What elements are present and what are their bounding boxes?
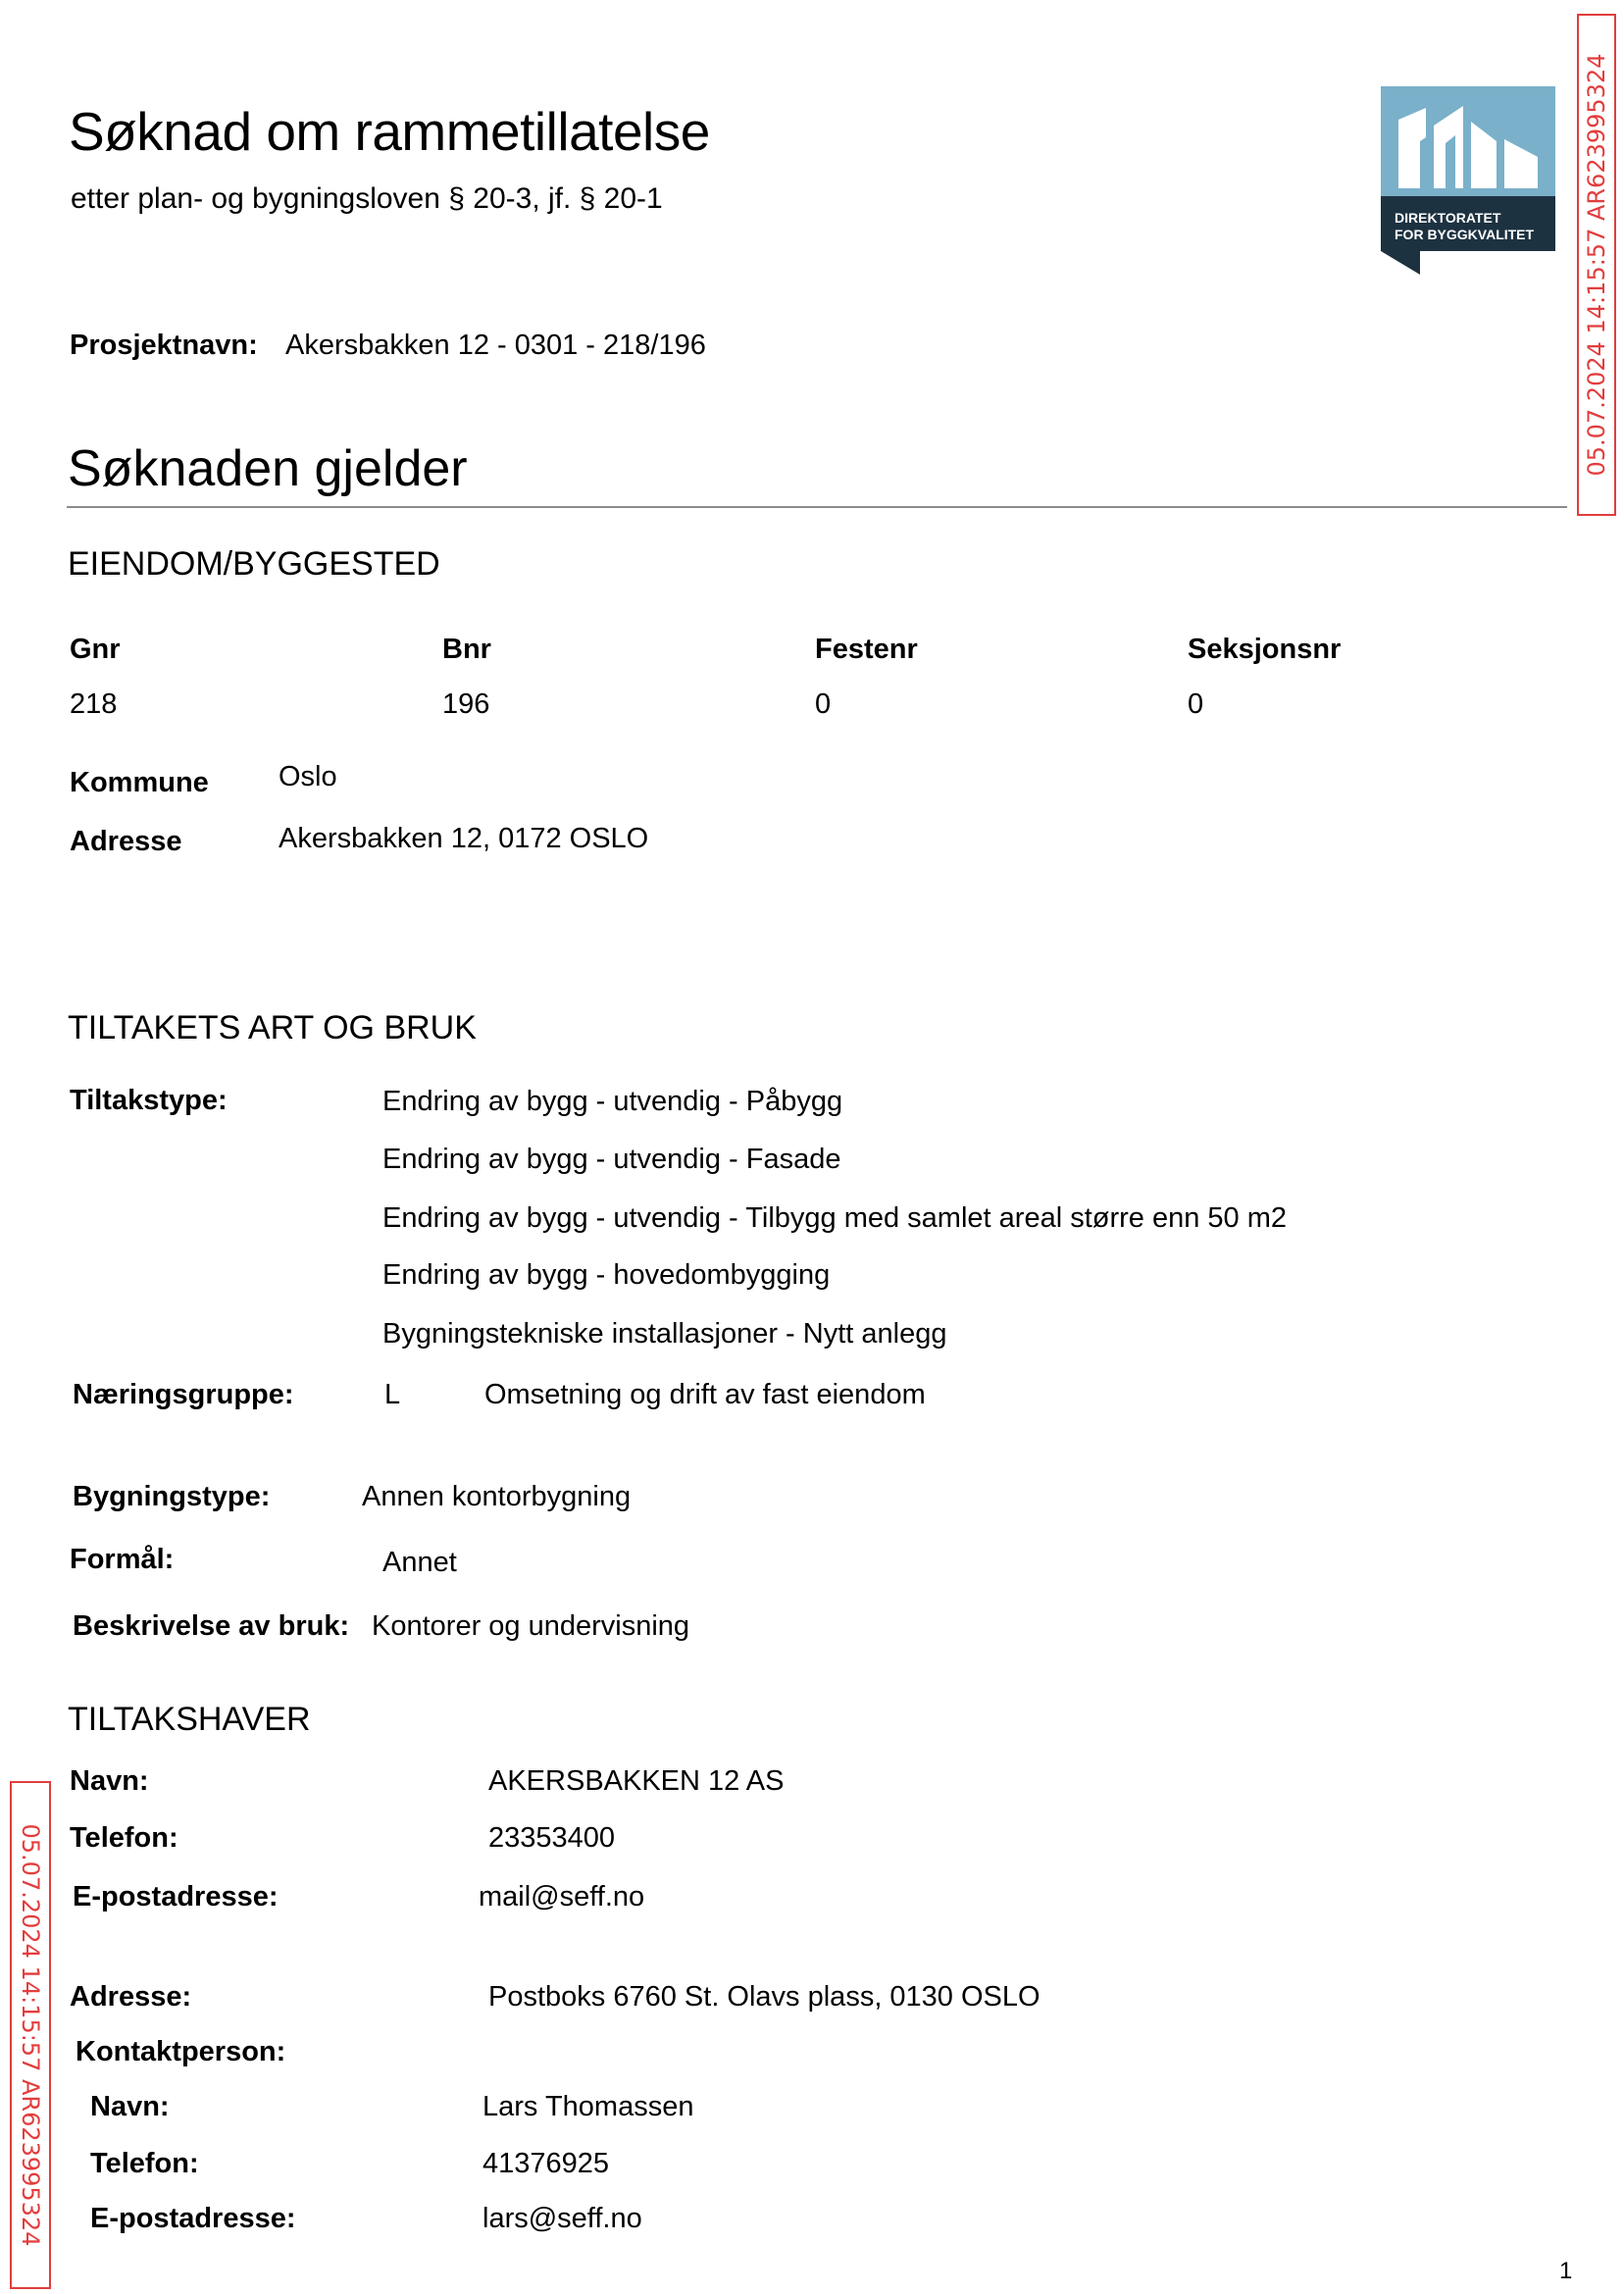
tiltakshaver-navn-value: AKERSBAKKEN 12 AS — [488, 1765, 785, 1797]
kommune-value: Oslo — [279, 761, 337, 792]
tiltakstype-item: Endring av bygg - hovedombygging — [382, 1259, 831, 1291]
naeringsgruppe-code: L — [384, 1379, 401, 1410]
bnr-label: Bnr — [442, 634, 491, 665]
bnr-value: 196 — [442, 688, 490, 720]
dibk-logo-icon — [1381, 86, 1555, 275]
tiltakshaver-adresse-value: Postboks 6760 St. Olavs plass, 0130 OSLO — [488, 1981, 1040, 2013]
bruk-value: Kontorer og undervisning — [372, 1610, 690, 1642]
tiltakstype-item: Endring av bygg - utvendig - Fasade — [382, 1144, 841, 1175]
tiltak-heading: TILTAKETS ART OG BRUK — [68, 1009, 477, 1046]
gnr-value: 218 — [70, 688, 118, 720]
naeringsgruppe-label: Næringsgruppe: — [73, 1379, 294, 1410]
kontakt-epost-label: E-postadresse: — [90, 2203, 296, 2234]
kommune-label: Kommune — [70, 767, 209, 798]
naeringsgruppe-value: Omsetning og drift av fast eiendom — [484, 1379, 926, 1410]
document-title: Søknad om rammetillatelse — [69, 101, 710, 162]
section-divider — [67, 506, 1567, 508]
seksjonsnr-label: Seksjonsnr — [1188, 634, 1342, 665]
page-number: 1 — [1559, 2258, 1573, 2284]
logo-text-line1: DIREKTORATET — [1395, 210, 1501, 226]
festenr-value: 0 — [815, 688, 832, 720]
document-subtitle: etter plan- og bygningsloven § 20-3, jf. § 20-1 — [71, 182, 663, 215]
tiltakstype-item: Endring av bygg - utvendig - Påbygg — [382, 1086, 843, 1117]
property-heading: EIENDOM/BYGGESTED — [68, 545, 440, 583]
stamp-text: 05.07.2024 14:15:57 AR623995324 — [1583, 53, 1610, 477]
bruk-label: Beskrivelse av bruk: — [73, 1610, 350, 1642]
logo-text-line2: FOR BYGGKVALITET — [1395, 227, 1535, 242]
dibk-logo — [1381, 86, 1555, 275]
formal-label: Formål: — [70, 1544, 175, 1575]
kontakt-telefon-value: 41376925 — [482, 2148, 610, 2179]
kontaktperson-label: Kontaktperson: — [76, 2036, 286, 2067]
tiltakstype-label: Tiltakstype: — [70, 1085, 228, 1116]
kontakt-telefon-label: Telefon: — [90, 2148, 199, 2179]
seksjonsnr-value: 0 — [1188, 688, 1204, 720]
adresse-value: Akersbakken 12, 0172 OSLO — [279, 823, 649, 854]
timestamp-stamp-right — [1577, 14, 1616, 516]
kontakt-navn-label: Navn: — [90, 2091, 170, 2122]
stamp-text: 05.07.2024 14:15:57 AR623995324 — [17, 1823, 44, 2247]
tiltakshaver-telefon-value: 23353400 — [488, 1822, 616, 1854]
tiltakshaver-adresse-label: Adresse: — [70, 1981, 192, 2013]
timestamp-stamp-left — [10, 1781, 51, 2289]
tiltakshaver-epost-label: E-postadresse: — [73, 1881, 279, 1912]
bygningstype-label: Bygningstype: — [73, 1481, 271, 1512]
adresse-label: Adresse — [70, 826, 182, 857]
formal-value: Annet — [382, 1547, 457, 1578]
tiltakstype-item: Endring av bygg - utvendig - Tilbygg med samlet areal større enn 50 m2 — [382, 1202, 1288, 1234]
kontakt-navn-value: Lars Thomassen — [482, 2091, 694, 2122]
tiltakstype-item: Bygningstekniske installasjoner - Nytt anlegg — [382, 1318, 947, 1350]
bygningstype-value: Annen kontorbygning — [362, 1481, 632, 1512]
section-title: Søknaden gjelder — [68, 440, 468, 497]
kontakt-epost-value: lars@seff.no — [482, 2203, 642, 2234]
project-name-value: Akersbakken 12 - 0301 - 218/196 — [285, 330, 706, 361]
tiltakshaver-epost-value: mail@seff.no — [479, 1881, 645, 1912]
tiltakshaver-heading: TILTAKSHAVER — [68, 1701, 311, 1738]
festenr-label: Festenr — [815, 634, 918, 665]
tiltakshaver-navn-label: Navn: — [70, 1765, 149, 1797]
tiltakshaver-telefon-label: Telefon: — [70, 1822, 178, 1854]
gnr-label: Gnr — [70, 634, 121, 665]
project-name-label: Prosjektnavn: — [70, 330, 258, 361]
